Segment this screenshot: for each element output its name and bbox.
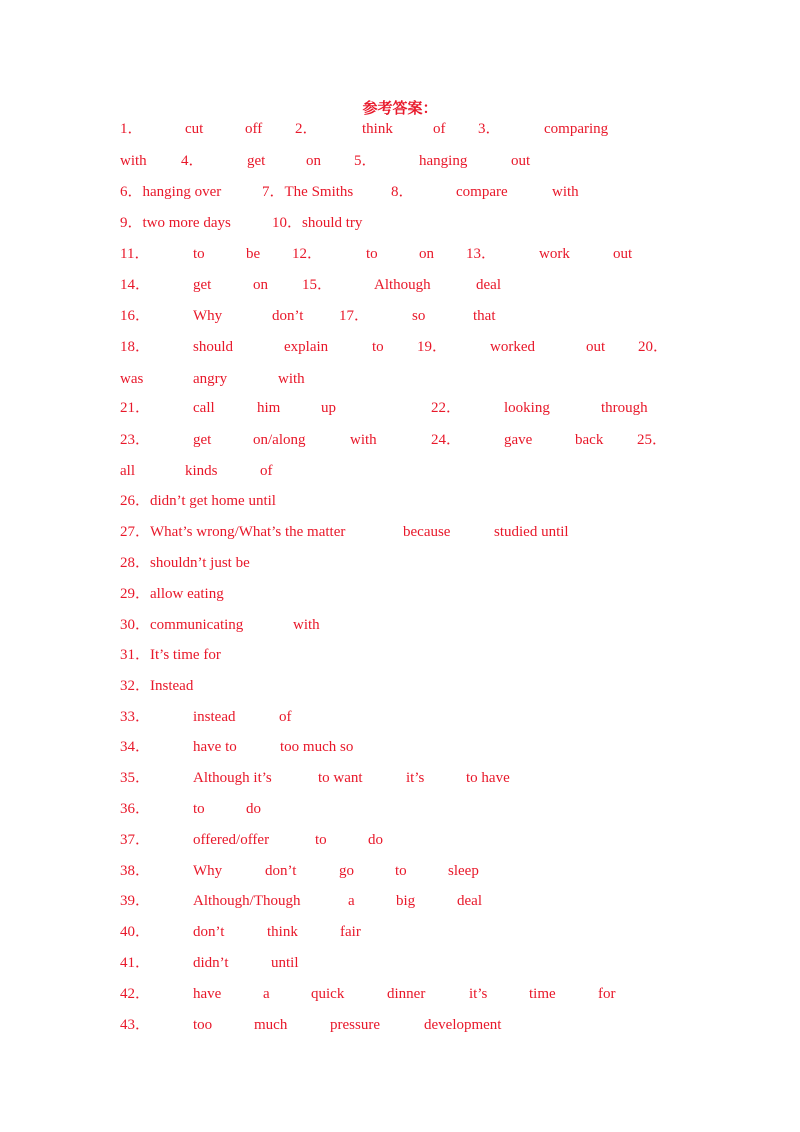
answer-text: 37． [120,832,151,848]
answer-text: hanging [419,153,468,169]
answer-text: out [586,339,606,355]
answer-text: 33． [120,709,151,725]
answer-text: 36． [120,801,151,817]
answer-text: to have [466,770,510,786]
answer-text: 10．should try [272,215,363,231]
answer-text: him [257,400,281,416]
answer-line [0,553,800,573]
answer-text: until [271,955,299,971]
answer-text: with [120,153,147,169]
answer-text: with [350,432,377,448]
answer-text: 27．What’s wrong/What’s the matter [120,524,346,540]
page-title: 参考答案： [362,99,438,117]
answer-line [0,151,800,171]
answer-text: work [539,246,570,262]
answer-text: 40． [120,924,151,940]
answer-text: of [260,463,273,479]
answer-line [0,306,800,326]
answer-line [0,119,800,139]
answer-text: through [601,400,648,416]
answer-text: with [293,617,320,633]
answer-text: with [278,371,305,387]
answer-text: 35． [120,770,151,786]
answer-text: pressure [330,1017,380,1033]
answer-line [0,615,800,635]
answer-text: 31．It’s time for [120,647,221,663]
answer-line [0,430,800,450]
answer-text: do [246,801,261,817]
answer-line [0,707,800,727]
answer-text: 15． [302,277,333,293]
answer-text: think [267,924,298,940]
answer-text: Why [193,863,223,879]
answer-text: 23． [120,432,151,448]
answer-text: 25． [637,432,668,448]
answer-text: call [193,400,215,416]
answer-text: it’s [406,770,425,786]
answer-line [0,584,800,604]
answer-text: comparing [544,121,609,137]
answer-line [0,984,800,1004]
answer-text: 16． [120,308,151,324]
answer-text: to [315,832,327,848]
answer-text: have [193,986,222,1002]
answer-text: don’t [265,863,297,879]
answer-text: up [321,400,336,416]
answer-line [0,369,800,389]
answer-text: to [395,863,407,879]
answer-text: 13． [466,246,497,262]
answer-text: on [253,277,268,293]
answer-text: 30．communicating [120,617,244,633]
answer-text: compare [456,184,508,200]
answer-text: too much so [280,739,354,755]
answer-text: Although/Though [193,893,301,909]
answer-text: 8． [391,184,414,200]
answer-text: don’t [272,308,304,324]
answer-text: to [193,801,205,817]
answer-line [0,398,800,418]
answer-text: 34． [120,739,151,755]
answer-text: with [552,184,579,200]
answer-text: have to [193,739,237,755]
answer-line [0,275,800,295]
answer-text: get [193,277,212,293]
answer-text: worked [490,339,535,355]
answer-text: fair [340,924,361,940]
answer-text: 6．hanging over [120,184,222,200]
answer-text: 2． [295,121,318,137]
answer-line [0,491,800,511]
answer-text: deal [457,893,482,909]
answer-text: 28．shouldn’t just be [120,555,250,571]
answer-text: dinner [387,986,426,1002]
answer-text: much [254,1017,288,1033]
answer-text: angry [193,371,228,387]
answer-text: 21． [120,400,151,416]
answer-text: 22． [431,400,462,416]
answer-text: to [366,246,378,262]
answer-text: 42． [120,986,151,1002]
answer-text: 12． [292,246,323,262]
answer-text: 26．didn’t get home until [120,493,276,509]
answer-text: because [403,524,451,540]
answer-text: 24． [431,432,462,448]
answer-text: looking [504,400,550,416]
answer-line [0,768,800,788]
answer-line [0,676,800,696]
answer-text: that [473,308,496,324]
answer-text: offered/offer [193,832,270,848]
answer-text: explain [284,339,329,355]
answer-text: 39． [120,893,151,909]
answer-line [0,645,800,665]
answer-text: 19． [417,339,448,355]
answer-text: for [598,986,616,1002]
answer-text: 38． [120,863,151,879]
answer-text: get [247,153,266,169]
answer-text: 3． [478,121,501,137]
answer-line [0,1015,800,1035]
answer-text: 9．two more days [120,215,231,231]
answer-text: Although it’s [193,770,272,786]
answer-text: development [424,1017,502,1033]
answer-text: kinds [185,463,218,479]
answer-text: didn’t [193,955,229,971]
answer-line [0,337,800,357]
answer-text: off [245,121,263,137]
answer-text: on/along [253,432,306,448]
answer-text: was [120,371,144,387]
answer-text: Although [374,277,431,293]
answer-text: a [348,893,355,909]
answer-text: deal [476,277,501,293]
answer-text: a [263,986,270,1002]
answer-text: cut [185,121,204,137]
answer-text: get [193,432,212,448]
answer-text: on [306,153,321,169]
answer-text: out [511,153,531,169]
answer-line [0,922,800,942]
answer-text: 1． [120,121,143,137]
answer-text: 41． [120,955,151,971]
answer-text: back [575,432,604,448]
answer-line [0,522,800,542]
answer-text: 7．The Smiths [262,184,354,200]
answer-line [0,737,800,757]
answer-text: to want [318,770,363,786]
answer-text: of [433,121,446,137]
answer-text: it’s [469,986,488,1002]
answer-line [0,799,800,819]
answer-text: go [339,863,354,879]
answer-text: 17． [339,308,370,324]
answer-text: do [368,832,383,848]
answer-text: think [362,121,393,137]
answer-text: gave [504,432,533,448]
answer-line [0,861,800,881]
answer-line [0,182,800,202]
answer-text: sleep [448,863,479,879]
answer-text: don’t [193,924,225,940]
answer-text: too [193,1017,213,1033]
answer-line [0,953,800,973]
answer-line [0,891,800,911]
answer-text: 11． [120,246,150,262]
answer-text: 29．allow eating [120,586,224,602]
answer-text: to [193,246,205,262]
answer-text: 5． [354,153,377,169]
answer-text: 18． [120,339,151,355]
answer-line [0,461,800,481]
answer-text: big [396,893,416,909]
answer-text: 43． [120,1017,151,1033]
answer-text: on [419,246,434,262]
answer-text: be [246,246,261,262]
answer-text: 32．Instead [120,678,194,694]
answer-text: Why [193,308,223,324]
answer-text: 4． [181,153,204,169]
answer-text: so [412,308,426,324]
answer-text: studied until [494,524,569,540]
answer-line [0,213,800,233]
answer-text: 14． [120,277,151,293]
answer-text: to [372,339,384,355]
answer-text: of [279,709,292,725]
answer-text: all [120,463,135,479]
answer-text: instead [193,709,236,725]
answer-text: quick [311,986,345,1002]
answer-text: time [529,986,556,1002]
answer-text: should [193,339,234,355]
answer-text: out [613,246,633,262]
answer-line [0,830,800,850]
answer-text: 20． [638,339,669,355]
answer-line [0,244,800,264]
